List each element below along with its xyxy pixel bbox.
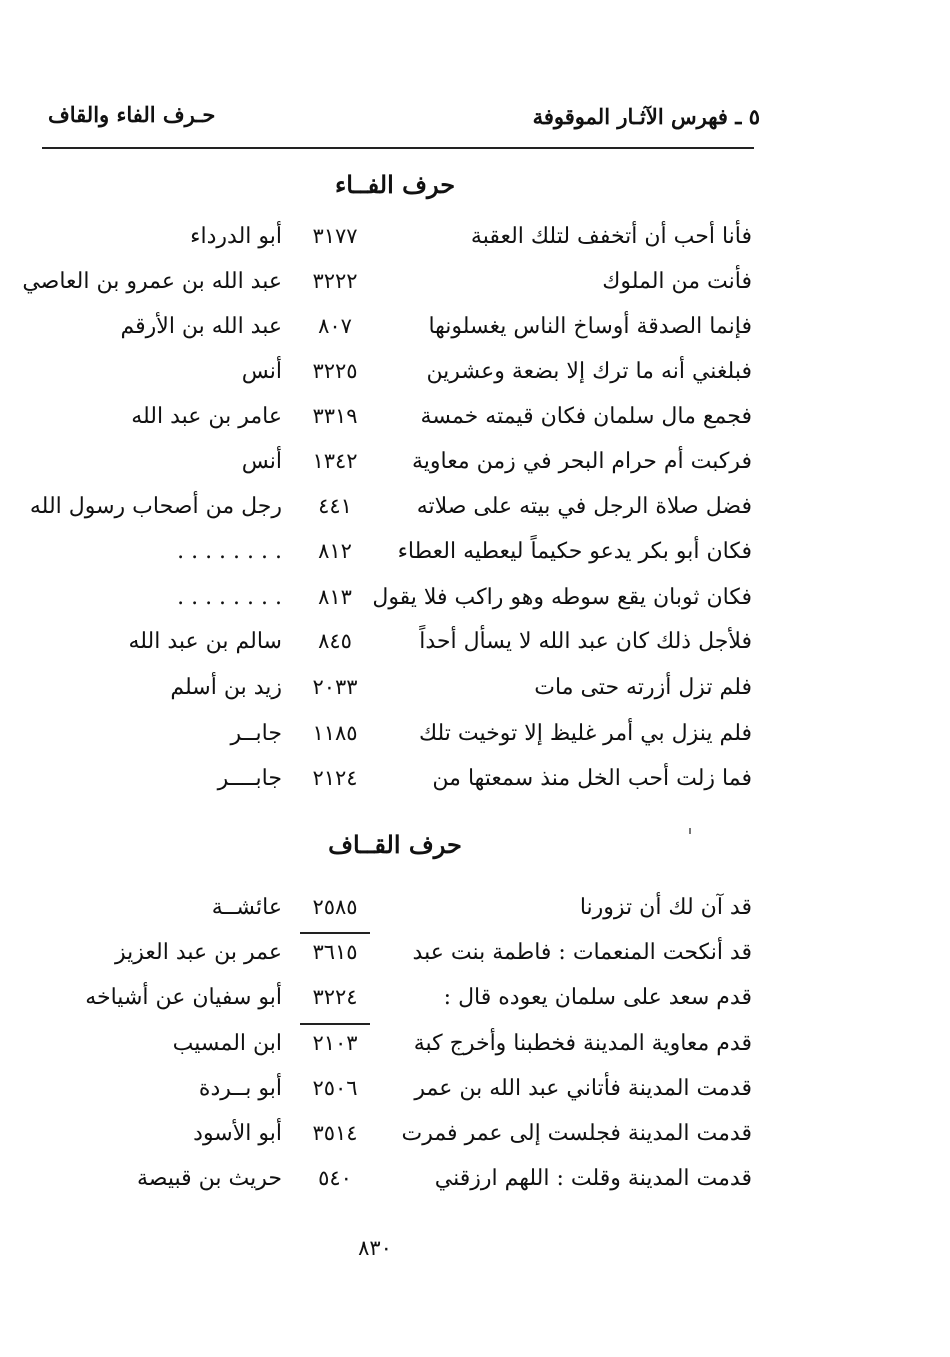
athar-number: ٣١٧٧ [312,224,358,248]
athar-text: فلم تزل أزرته حتى مات [534,675,752,700]
athar-number: ٢٠٣٣ [312,675,358,699]
index-row [0,269,950,309]
athar-text: فبلغني أنه ما ترك إلا بضعة وعشرين [426,359,752,384]
athar-text: قدم معاوية المدينة فخطبنا وأخرج كبة [413,1031,752,1056]
index-row [0,675,950,715]
athar-narrator: جابــــر [217,766,282,791]
athar-number: ٨١٢ [318,539,352,563]
athar-text: فأنت من الملوك [602,269,752,294]
index-row [0,359,950,399]
index-row [0,1076,950,1116]
athar-number: ٣٦١٥ [300,932,370,964]
athar-text: فضل صلاة الرجل في بيته على صلاته [416,494,752,519]
athar-narrator: أبو الأسود [193,1121,282,1146]
index-row [0,940,950,980]
athar-number: ٣٢٢٢ [312,269,358,293]
index-row [0,314,950,354]
athar-number: ٢١٠٣ [300,1023,370,1055]
index-row [0,449,950,489]
index-row [0,1121,950,1161]
athar-narrator: أبو الدرداء [190,224,282,249]
section-title-faa: حرف الفــاء [334,170,456,199]
athar-narrator: عبد الله بن عمرو بن العاصي [22,269,282,294]
athar-number: ١٣٤٢ [312,449,358,473]
athar-number: ٨٠٧ [318,314,352,338]
athar-narrator: عمر بن عبد العزيز [115,940,282,965]
athar-number: ٣٥١٤ [312,1121,358,1145]
athar-text: فجمع مال سلمان فكان قيمته خمسة [420,404,752,429]
athar-number: ٣٣١٩ [312,404,358,428]
athar-narrator: أبو سفيان عن أشياخه [85,985,282,1010]
athar-number: ٢٥٨٥ [312,895,358,919]
index-row [0,1166,950,1206]
athar-narrator: ابن المسيب [172,1031,282,1056]
athar-number: ١١٨٥ [312,721,358,745]
athar-text: قدمت المدينة فأتاني عبد الله بن عمر [414,1076,752,1101]
athar-text: فكان أبو بكر يدعو حكيماً ليعطيه العطاء [397,539,752,564]
index-row [0,766,950,806]
athar-narrator: أنس [241,449,282,474]
header-rule [42,147,754,149]
index-row [0,985,950,1025]
index-row [0,721,950,761]
index-row [0,1031,950,1071]
athar-text: قد أنكحت المنعمات : فاطمة بنت عبد [412,940,752,965]
athar-narrator: أنس [241,359,282,384]
athar-text: قد آن لك أن تزورنا [579,895,752,920]
index-row [0,895,950,935]
athar-text: قدم سعد على سلمان يعوده قال : [443,985,752,1010]
athar-number: ٣٢٢٥ [312,359,358,383]
athar-narrator: حريث بن قبيصة [137,1166,282,1191]
index-row [0,404,950,444]
athar-number: ٨١٣ [318,585,352,609]
athar-text: فأنا أحب أن أتخفف لتلك العقبة [470,224,752,249]
athar-narrator: سالم بن عبد الله [128,629,282,654]
athar-text: قدمت المدينة فجلست إلى عمر فمرت [401,1121,752,1146]
athar-text: قدمت المدينة وقلت : اللهم ارزقني [434,1166,752,1191]
athar-number: ٥٤٠ [318,1166,352,1190]
athar-narrator: زيد بن أسلم [170,675,282,700]
index-row [0,539,950,579]
athar-number: ٢١٢٤ [312,766,358,790]
athar-text: فما زلت أحب الخل منذ سمعتها من [432,766,752,791]
athar-number: ٤٤١ [318,494,352,518]
athar-text: فلم ينزل بي أمر غليظ إلا توخيت تلك [418,721,752,746]
athar-text: فكان ثوبان يقع سوطه وهو راكب فلا يقول [372,585,752,610]
athar-number: ٢٥٠٦ [312,1076,358,1100]
running-header-section: حـرف الفاء والقاف [48,102,216,127]
athar-narrator: عبد الله بن الأرقم [120,314,282,339]
athar-number: ٣٢٢٤ [312,985,358,1009]
athar-text: فركبت أم حرام البحر في زمن معاوية [412,449,752,474]
athar-narrator: جابــر [230,721,282,746]
index-row [0,224,950,264]
index-row [0,629,950,669]
index-row [0,494,950,534]
athar-narrator: رجل من أصحاب رسول الله [29,494,282,519]
index-row [0,585,950,625]
athar-number: ٨٤٥ [318,629,352,653]
running-header-title: ٥ ـ فهرس الآثـار الموقوفة [532,104,760,129]
athar-text: فلأجل ذلك كان عبد الله لا يسأل أحداً [419,629,752,654]
athar-narrator: . . . . . . . . [177,539,282,564]
section-title-qaf: حرف القــاف [328,830,462,859]
athar-narrator: عامر بن عبد الله [131,404,282,429]
athar-narrator: . . . . . . . . [177,585,282,610]
athar-text: فإنما الصدقة أوساخ الناس يغسلونها [428,314,752,339]
page-number: ٨٣٠ [358,1236,392,1260]
athar-narrator: عائشــة [211,895,282,920]
athar-narrator: أبو بــردة [198,1076,282,1101]
